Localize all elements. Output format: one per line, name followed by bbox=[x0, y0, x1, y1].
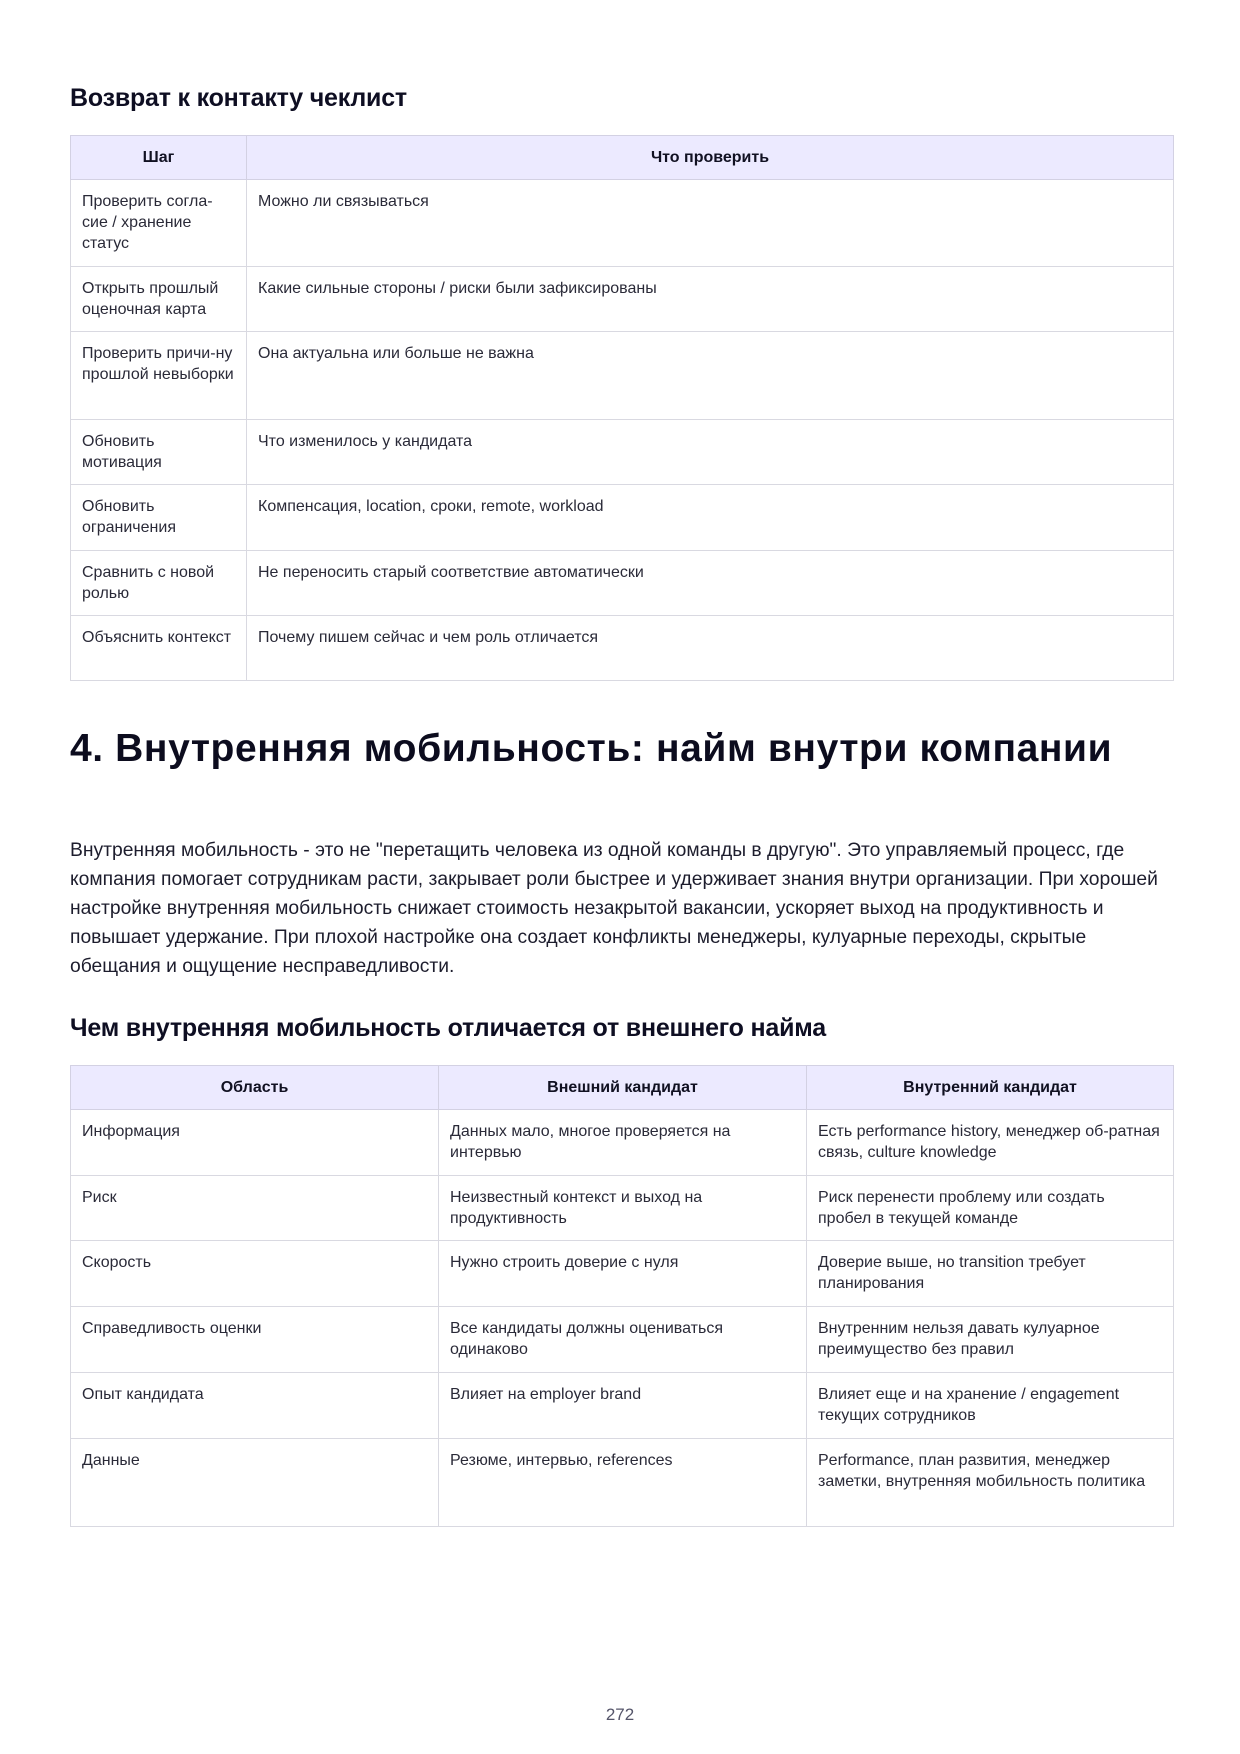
table-cell: Открыть прошлый оценочная карта bbox=[71, 267, 247, 332]
column-header-internal-candidate: Внутренний кандидат bbox=[807, 1066, 1174, 1110]
table-cell: Данных мало, многое проверяется на интервью bbox=[439, 1110, 807, 1176]
table-cell: Проверить согла-сие / хранение статус bbox=[71, 180, 247, 267]
table-header-row bbox=[71, 136, 1174, 180]
table-cell: Performance, план развития, менеджер заметки, внутренняя мобильность политика bbox=[807, 1439, 1174, 1527]
table-cell: Опыт кандидата bbox=[71, 1373, 439, 1439]
section-title: 4. Внутренняя мобильность: найм внутри компании bbox=[70, 727, 1113, 770]
table-cell: Влияет на employer brand bbox=[439, 1373, 807, 1439]
table-row bbox=[71, 485, 1174, 551]
table-row bbox=[71, 1110, 1174, 1176]
table-row bbox=[71, 551, 1174, 616]
table-cell: Риск bbox=[71, 1176, 439, 1241]
table-cell: Внутренним нельзя давать кулуарное преимущество без правил bbox=[807, 1307, 1174, 1373]
table-row bbox=[71, 267, 1174, 332]
column-header-what-to-check: Что проверить bbox=[247, 136, 1174, 180]
table-cell: Какие сильные стороны / риски были зафиксированы bbox=[247, 267, 1174, 332]
checklist-title: Возврат к контакту чеклист bbox=[70, 84, 407, 112]
table-cell: Информация bbox=[71, 1110, 439, 1176]
checklist-table bbox=[70, 135, 1174, 681]
table-cell: Есть performance history, менеджер об-ратная связь, culture knowledge bbox=[807, 1110, 1174, 1176]
column-header-area: Область bbox=[71, 1066, 439, 1110]
table-row bbox=[71, 420, 1174, 485]
table-cell: Компенсация, location, сроки, remote, workload bbox=[247, 485, 1174, 551]
table-row bbox=[71, 180, 1174, 267]
column-header-step: Шаг bbox=[71, 136, 247, 180]
comparison-title: Чем внутренняя мобильность отличается от внешнего найма bbox=[70, 1014, 826, 1042]
table-cell: Обновить ограничения bbox=[71, 485, 247, 551]
table-cell: Влияет еще и на хранение / engagement текущих сотрудников bbox=[807, 1373, 1174, 1439]
table-cell: Неизвестный контекст и выход на продуктивность bbox=[439, 1176, 807, 1241]
table-cell: Справедливость оценки bbox=[71, 1307, 439, 1373]
table-row bbox=[71, 1373, 1174, 1439]
table-header-row bbox=[71, 1066, 1174, 1110]
table-cell: Объяснить контекст bbox=[71, 616, 247, 681]
table-cell: Нужно строить доверие с нуля bbox=[439, 1241, 807, 1307]
table-cell: Резюме, интервью, references bbox=[439, 1439, 807, 1527]
table-row bbox=[71, 1176, 1174, 1241]
table-row bbox=[71, 1241, 1174, 1307]
table-cell: Можно ли связываться bbox=[247, 180, 1174, 267]
table-cell: Риск перенести проблему или создать пробел в текущей команде bbox=[807, 1176, 1174, 1241]
table-cell: Все кандидаты должны оцениваться одинаково bbox=[439, 1307, 807, 1373]
table-cell: Проверить причи-ну прошлой невыборки bbox=[71, 332, 247, 420]
table-cell: Не переносить старый соответствие автоматически bbox=[247, 551, 1174, 616]
table-row bbox=[71, 332, 1174, 420]
section-paragraph: Внутренняя мобильность - это не "перетащить человека из одной команды в другую". Это управляемый процесс, где компания помогает сотрудникам расти, закрывает роли быстрее и удерживает знания внутри организации. При хорошей настройке внутренняя мобильность снижает стоимость незакрытой вакансии, ускоряет выход на продуктивность и повышает удержание. При плохой настройке она создает конфликты менеджеры, кулуарные переходы, скрытые обещания и ощущение несправедливости. bbox=[70, 840, 1158, 977]
table-cell: Скорость bbox=[71, 1241, 439, 1307]
table-row bbox=[71, 1307, 1174, 1373]
comparison-table bbox=[70, 1065, 1174, 1527]
table-row bbox=[71, 1439, 1174, 1527]
page-number: 272 bbox=[605, 1705, 635, 1724]
table-cell: Что изменилось у кандидата bbox=[247, 420, 1174, 485]
table-row bbox=[71, 616, 1174, 681]
table-cell: Доверие выше, но transition требует планирования bbox=[807, 1241, 1174, 1307]
table-cell: Обновить мотивация bbox=[71, 420, 247, 485]
table-cell: Данные bbox=[71, 1439, 439, 1527]
table-cell: Сравнить с новой ролью bbox=[71, 551, 247, 616]
table-cell: Почему пишем сейчас и чем роль отличается bbox=[247, 616, 1174, 681]
table-cell: Она актуальна или больше не важна bbox=[247, 332, 1174, 420]
column-header-external-candidate: Внешний кандидат bbox=[439, 1066, 807, 1110]
